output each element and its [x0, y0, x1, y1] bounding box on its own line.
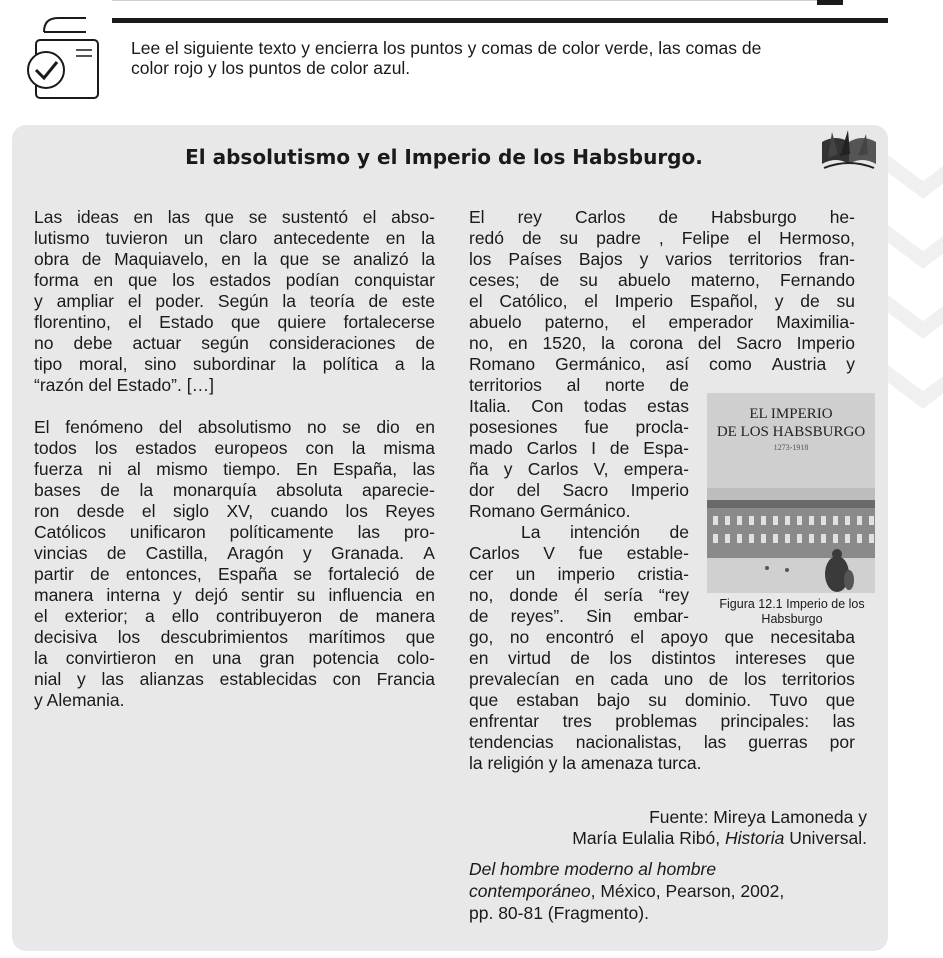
right-text-line-narrow: Romano Germánico. [469, 501, 631, 521]
notebook-check-icon [24, 14, 104, 109]
top-marker [817, 0, 843, 5]
right-text-line-bottom: enfrentar tres problemas principales: las [469, 711, 855, 731]
left-text-line: ron desde el siglo XV, cuando los Reyes [34, 501, 435, 521]
left-text-line: decisiva los descubrimientos marítimos que [34, 627, 435, 647]
figure-caption [703, 597, 881, 627]
instructions-line-1: Lee el siguiente texto y encierra los puntos y comas de color verde, las comas de [131, 38, 762, 58]
book-publication: , México, Pearson, 2002, [590, 881, 785, 901]
right-text-line-narrow: Italia. Con todas estas [469, 396, 689, 416]
left-text-line: florentino, el Estado que quiere fortalecerse [34, 312, 435, 332]
left-text-line: lutismo tuvieron un claro antecedente en la [34, 228, 435, 248]
left-text-line: partir de entonces, España se fortaleció de [34, 564, 435, 584]
left-text-line: Católicos unificaron políticamente las pro- [34, 522, 435, 542]
source-credit [572, 807, 867, 849]
left-text-line: tipo moral, sino subordinar la política a la [34, 354, 435, 374]
left-text-line: la convirtieron en una gran potencia colo- [34, 648, 435, 668]
source-line-1: Fuente: Mireya Lamoneda y [649, 807, 867, 827]
left-text-line: nial y las alianzas establecidas con Francia [34, 669, 435, 689]
left-text-line: y Alemania. [34, 690, 125, 710]
right-text-line: Romano Germánico, así como Austria y [469, 354, 855, 374]
right-text-line: el Católico, el Imperio Español, y de su [469, 291, 855, 311]
figure-title-line-1: EL IMPERIO [749, 406, 833, 422]
left-column [34, 207, 435, 711]
right-text-line-narrow: no, donde él sería “rey [469, 585, 689, 605]
left-text-line [34, 396, 435, 417]
left-text-line: fuerza ni al mismo tiempo. En España, las [34, 459, 435, 479]
left-text-line: bases de la monarquía absoluta aparecie- [34, 480, 435, 500]
right-text-line-narrow: posesiones fue procla- [469, 417, 689, 437]
right-text-line-narrow: La intención de [521, 522, 689, 542]
right-text-line: El rey Carlos de Habsburgo he- [469, 207, 855, 227]
source-authors: María Eulalia Ribó, [572, 828, 725, 848]
article-title: El absolutismo y el Imperio de los Habsburgo. [185, 145, 703, 169]
book-title-part-1: Del hombre moderno al hombre [469, 859, 717, 879]
book-title-part-2: contemporáneo [469, 881, 591, 901]
source-work-title: Historia [725, 828, 785, 848]
right-text-line-bottom: go, no encontró el apoyo que necesitaba [469, 627, 855, 647]
left-text-line: vincias de Castilla, Aragón y Granada. A [34, 543, 435, 563]
top-rule [112, 18, 888, 23]
right-text-line-narrow: Carlos V fue estable- [469, 543, 689, 563]
right-text-line-bottom: que estaban bajo su dominio. Tuvo que [469, 690, 855, 710]
right-text-line-narrow: cer un imperio cristia- [469, 564, 689, 584]
book-cover-image [707, 393, 875, 593]
open-book-icon [818, 128, 880, 177]
left-text-line: y ampliar el poder. Según la teoría de este [34, 291, 435, 311]
left-text-line: no debe actuar según consideraciones de [34, 333, 435, 353]
left-text-line: “razón del Estado”. […] [34, 375, 214, 395]
right-text-line-narrow: mado Carlos I de Espa- [469, 438, 689, 458]
left-text-line: el exterior; a ello contribuyeron de manera [34, 606, 435, 626]
figure-years: 1273-1918 [773, 443, 809, 452]
right-text-line: los Países Bajos y varios territorios fran- [469, 249, 855, 269]
right-text-line: no, en 1520, la corona del Sacro Imperio [469, 333, 855, 353]
source-work-rest: Universal. [784, 828, 867, 848]
right-text-line-bottom: prevalecían en cada uno de los territorios [469, 669, 855, 689]
right-text-line: ceses; de su abuelo materno, Fernando [469, 270, 855, 290]
left-text-line: Las ideas en las que se sustentó el abso- [34, 207, 435, 227]
right-text-line: abuelo paterno, el emperador Maximilia- [469, 312, 855, 332]
palace-illustration [707, 488, 875, 593]
right-text-line-narrow: ña y Carlos V, empera- [469, 459, 689, 479]
left-text-line: todos los estados europeos con la misma [34, 438, 435, 458]
background-chevron-decoration [883, 120, 943, 420]
source-line-2 [572, 828, 867, 849]
figure-title [707, 405, 875, 441]
figure-caption-line-2: Habsburgo [761, 612, 823, 626]
right-text-line-bottom: en virtud de los distintos intereses que [469, 648, 855, 668]
right-text-line: redó de su padre , Felipe el Hermoso, [469, 228, 855, 248]
figure-title-line-2: DE LOS HABSBURGO [716, 424, 866, 440]
right-text-line-narrow: dor del Sacro Imperio [469, 480, 689, 500]
instructions-line-2: color rojo y los puntos de color azul. [131, 58, 411, 78]
left-text-line: El fenómeno del absolutismo no se dio en [34, 417, 435, 437]
right-text-line-bottom: la religión y la amenaza turca. [469, 753, 702, 773]
left-text-line: forma en que los estados podían conquistar [34, 270, 435, 290]
book-pages: pp. 80-81 (Fragmento). [469, 903, 649, 923]
right-text-line-bottom: tendencias nacionalistas, las guerras por [469, 732, 855, 752]
left-text-line: manera interna y dejó sentir su influencia en [34, 585, 435, 605]
instructions [131, 38, 891, 78]
left-text-line: obra de Maquiavelo, en la que se analizó la [34, 249, 435, 269]
right-text-line-narrow: de reyes”. Sin embar- [469, 606, 689, 626]
source-reference [469, 858, 869, 924]
figure-caption-line-1: Figura 12.1 Imperio de los [719, 597, 865, 611]
right-text-line-narrow: territorios al norte de [469, 375, 689, 395]
top-thin-rule [112, 0, 832, 1]
